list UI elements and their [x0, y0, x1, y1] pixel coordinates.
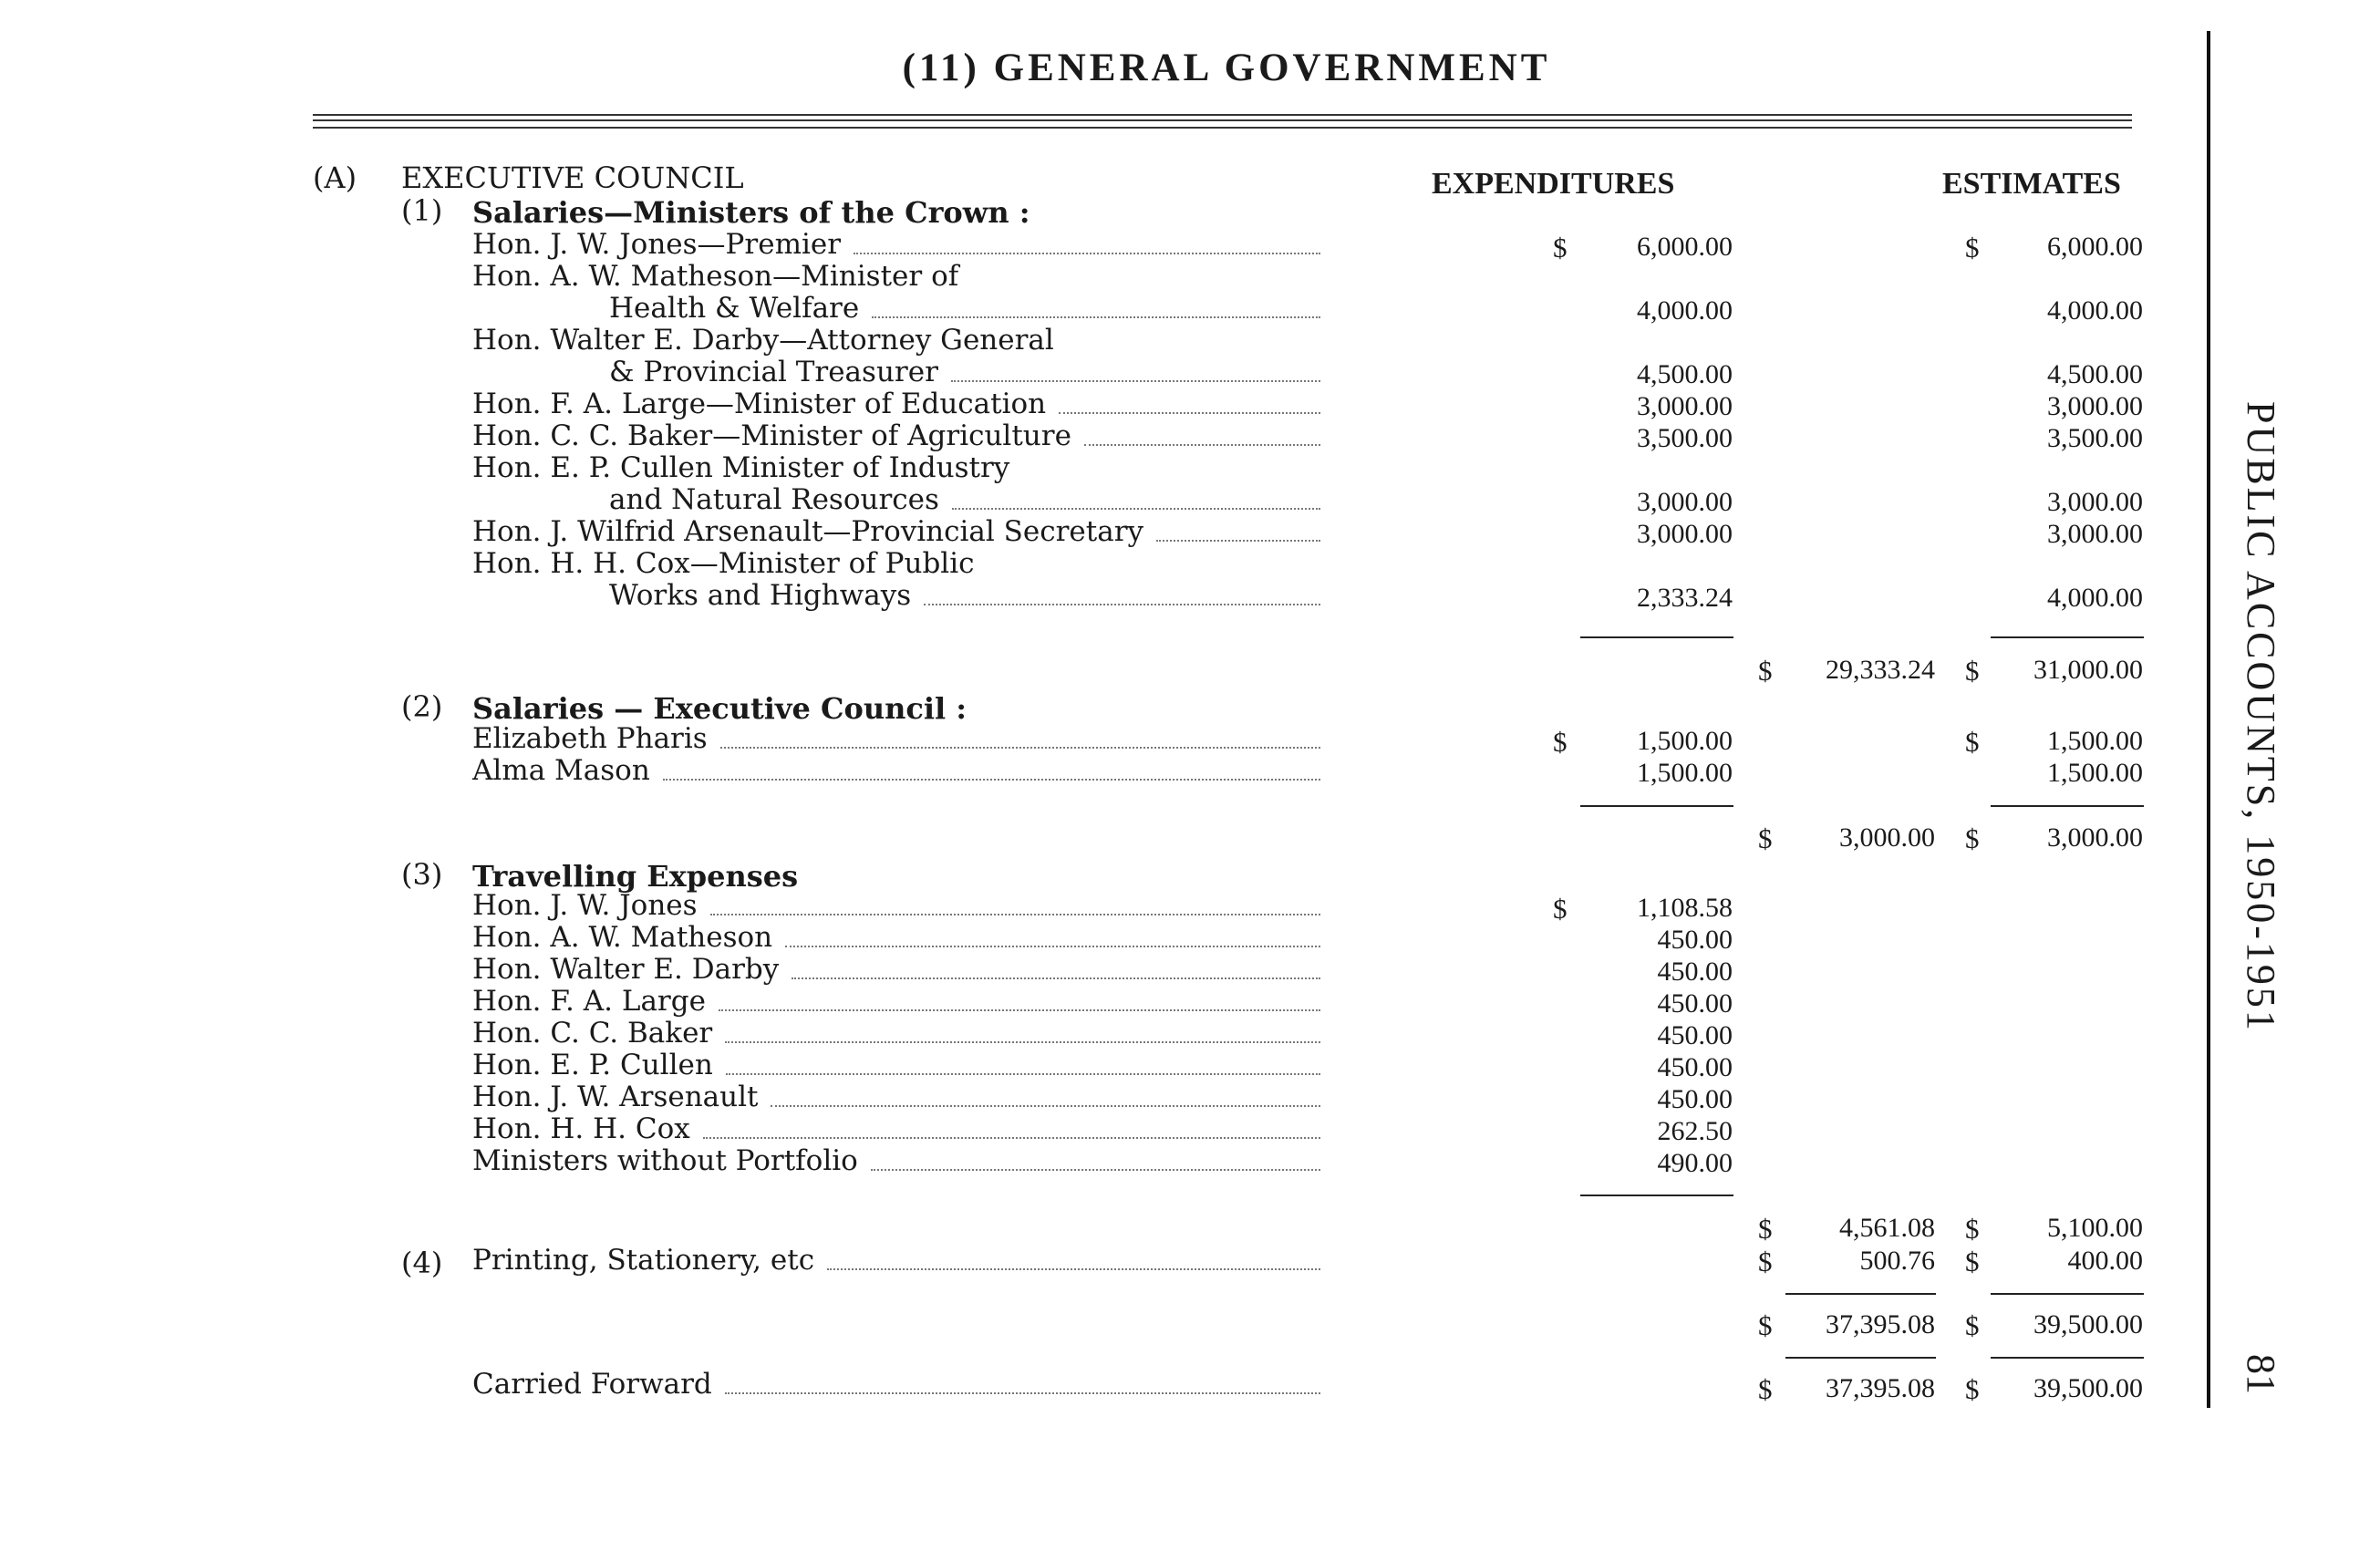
expenditure-amount: 3,500.00	[1637, 423, 1733, 453]
subtotal-expenditure: 4,561.08	[1839, 1213, 1935, 1243]
leader-dots	[792, 977, 1320, 979]
row-label: Ministers without Portfolio	[472, 1144, 858, 1177]
subsection-number: (3)	[401, 857, 443, 892]
currency-sign: $	[1758, 1309, 1773, 1341]
subsection-number: (1)	[401, 193, 443, 228]
expenditure-amount: 3,000.00	[1637, 391, 1733, 421]
leader-dots	[827, 1268, 1320, 1270]
subsection-title: Salaries — Executive Council :	[472, 691, 968, 726]
row-label: Hon. Walter E. Darby—Attorney General	[472, 324, 1054, 357]
leader-dots	[872, 316, 1320, 318]
estimate-amount: 3,000.00	[2047, 519, 2143, 549]
leader-dots	[720, 747, 1320, 749]
row-label: Works and Highways	[609, 579, 912, 612]
leader-dots	[871, 1169, 1320, 1171]
leader-dots	[1156, 540, 1320, 542]
subtotal-estimate: 31,000.00	[2033, 655, 2143, 685]
subtotal-line	[1580, 1195, 1733, 1196]
expenditure-amount: 2,333.24	[1637, 583, 1733, 613]
leader-dots	[725, 1041, 1320, 1043]
grand-total-expenditure: 37,395.08	[1826, 1309, 1935, 1339]
row-label: Hon. A. W. Matheson	[472, 921, 773, 954]
total-line	[1991, 1357, 2144, 1359]
currency-sign: $	[1965, 1373, 1980, 1405]
estimate-amount: 1,500.00	[2047, 726, 2143, 756]
page-number: 81	[2239, 1354, 2283, 1394]
header-rule-mid	[313, 119, 2132, 121]
leader-dots	[726, 1073, 1320, 1075]
row-label: Hon. Walter E. Darby	[472, 953, 780, 986]
header-rule-bottom	[313, 127, 2132, 129]
row-label: Health & Welfare	[609, 292, 860, 325]
currency-sign: $	[1965, 1246, 1980, 1277]
carried-forward-estimate: 39,500.00	[2033, 1373, 2143, 1403]
subsection-number: (2)	[401, 689, 443, 724]
currency-sign: $	[1553, 893, 1568, 925]
leader-dots	[663, 779, 1320, 781]
leader-dots	[854, 253, 1320, 254]
currency-sign: $	[1758, 1246, 1773, 1277]
leader-dots	[771, 1105, 1320, 1107]
currency-sign: $	[1758, 1373, 1773, 1405]
row-label: Hon. J. Wilfrid Arsenault—Provincial Secretary	[472, 515, 1144, 548]
row-label: Hon. J. W. Arsenault	[472, 1081, 759, 1113]
subsection-number: (4)	[401, 1246, 443, 1280]
leader-dots	[703, 1137, 1320, 1139]
row-label: Hon. A. W. Matheson—Minister of	[472, 260, 959, 293]
leader-dots	[951, 380, 1320, 382]
currency-sign: $	[1553, 726, 1568, 758]
leader-dots	[785, 946, 1320, 947]
row-label: Hon. F. A. Large—Minister of Education	[472, 388, 1047, 420]
leader-dots	[719, 1009, 1320, 1011]
total-line	[1785, 1357, 1936, 1359]
expenditure-amount: 3,000.00	[1637, 519, 1733, 549]
subsection-title: Travelling Expenses	[472, 859, 799, 894]
row-label: Hon. C. C. Baker—Minister of Agriculture	[472, 419, 1071, 452]
row-label: and Natural Resources	[609, 483, 939, 516]
subtotal-estimate: 5,100.00	[2047, 1213, 2143, 1243]
currency-sign: $	[1965, 1213, 1980, 1245]
expenditure-amount: 3,000.00	[1637, 487, 1733, 517]
subtotal-expenditure: 500.76	[1859, 1246, 1935, 1276]
row-label: Hon. E. P. Cullen Minister of Industry	[472, 451, 1010, 484]
row-label: Hon. J. W. Jones—Premier	[472, 228, 842, 261]
row-label: Hon. F. A. Large	[472, 985, 706, 1018]
estimate-amount: 3,000.00	[2047, 391, 2143, 421]
subtotal-line	[1580, 805, 1733, 807]
total-line	[1991, 1293, 2144, 1295]
currency-sign: $	[1965, 822, 1980, 854]
expenditure-amount: 1,500.00	[1637, 726, 1733, 756]
margin-rule	[2207, 31, 2210, 1408]
row-label: Elizabeth Pharis	[472, 722, 708, 755]
section-marker: (A)	[313, 160, 357, 195]
currency-sign: $	[1965, 726, 1980, 758]
row-label: & Provincial Treasurer	[609, 356, 938, 388]
subtotal-line	[1991, 805, 2144, 807]
section-title: EXECUTIVE COUNCIL	[401, 160, 744, 195]
leader-dots	[924, 604, 1320, 605]
estimates-header: ESTIMATES	[1942, 167, 2121, 201]
carried-forward-label: Carried Forward	[472, 1368, 712, 1401]
row-label: Hon. E. P. Cullen	[472, 1049, 713, 1081]
currency-sign: $	[1553, 232, 1568, 264]
total-line	[1785, 1293, 1936, 1295]
subtotal-estimate: 400.00	[2067, 1246, 2143, 1276]
estimate-amount: 3,500.00	[2047, 423, 2143, 453]
leader-dots	[725, 1392, 1320, 1394]
leader-dots	[952, 508, 1320, 510]
expenditure-amount: 450.00	[1657, 957, 1733, 987]
row-label: Alma Mason	[472, 754, 650, 787]
row-label: Hon. C. C. Baker	[472, 1017, 713, 1050]
estimate-amount: 6,000.00	[2047, 232, 2143, 262]
currency-sign: $	[1758, 822, 1773, 854]
carried-forward-expenditure: 37,395.08	[1826, 1373, 1935, 1403]
estimate-amount: 4,000.00	[2047, 583, 2143, 613]
leader-dots	[1084, 444, 1320, 446]
expenditure-amount: 450.00	[1657, 925, 1733, 955]
leader-dots	[710, 914, 1320, 915]
subtotal-line	[1991, 636, 2144, 638]
subtotal-line	[1580, 636, 1733, 638]
expenditure-amount: 4,000.00	[1637, 295, 1733, 326]
page-title: (11) GENERAL GOVERNMENT	[902, 47, 1551, 89]
expenditure-amount: 6,000.00	[1637, 232, 1733, 262]
currency-sign: $	[1965, 1309, 1980, 1341]
expenditure-amount: 450.00	[1657, 1052, 1733, 1082]
expenditure-amount: 1,108.58	[1637, 893, 1733, 923]
row-label: Hon. H. H. Cox—Minister of Public	[472, 547, 975, 580]
subtotal-expenditure: 29,333.24	[1826, 655, 1935, 685]
currency-sign: $	[1758, 1213, 1773, 1245]
grand-total-estimate: 39,500.00	[2033, 1309, 2143, 1339]
currency-sign: $	[1758, 655, 1773, 687]
estimate-amount: 3,000.00	[2047, 487, 2143, 517]
row-label: Printing, Stationery, etc	[472, 1244, 815, 1277]
estimate-amount: 1,500.00	[2047, 758, 2143, 788]
row-label: Hon. J. W. Jones	[472, 889, 698, 922]
expenditures-header: EXPENDITURES	[1432, 167, 1675, 201]
running-header: PUBLIC ACCOUNTS, 1950-1951	[2239, 401, 2283, 1033]
subtotal-estimate: 3,000.00	[2047, 822, 2143, 853]
currency-sign: $	[1965, 655, 1980, 687]
header-rule-top	[313, 114, 2132, 116]
expenditure-amount: 490.00	[1657, 1148, 1733, 1178]
expenditure-amount: 262.50	[1657, 1116, 1733, 1146]
subsection-title: Salaries—Ministers of the Crown :	[472, 195, 1030, 230]
expenditure-amount: 1,500.00	[1637, 758, 1733, 788]
expenditure-amount: 450.00	[1657, 1020, 1733, 1050]
row-label: Hon. H. H. Cox	[472, 1112, 690, 1145]
currency-sign: $	[1965, 232, 1980, 264]
leader-dots	[1059, 412, 1320, 414]
subtotal-expenditure: 3,000.00	[1839, 822, 1935, 853]
estimate-amount: 4,500.00	[2047, 359, 2143, 389]
estimate-amount: 4,000.00	[2047, 295, 2143, 326]
expenditure-amount: 450.00	[1657, 1084, 1733, 1114]
expenditure-amount: 450.00	[1657, 988, 1733, 1019]
expenditure-amount: 4,500.00	[1637, 359, 1733, 389]
